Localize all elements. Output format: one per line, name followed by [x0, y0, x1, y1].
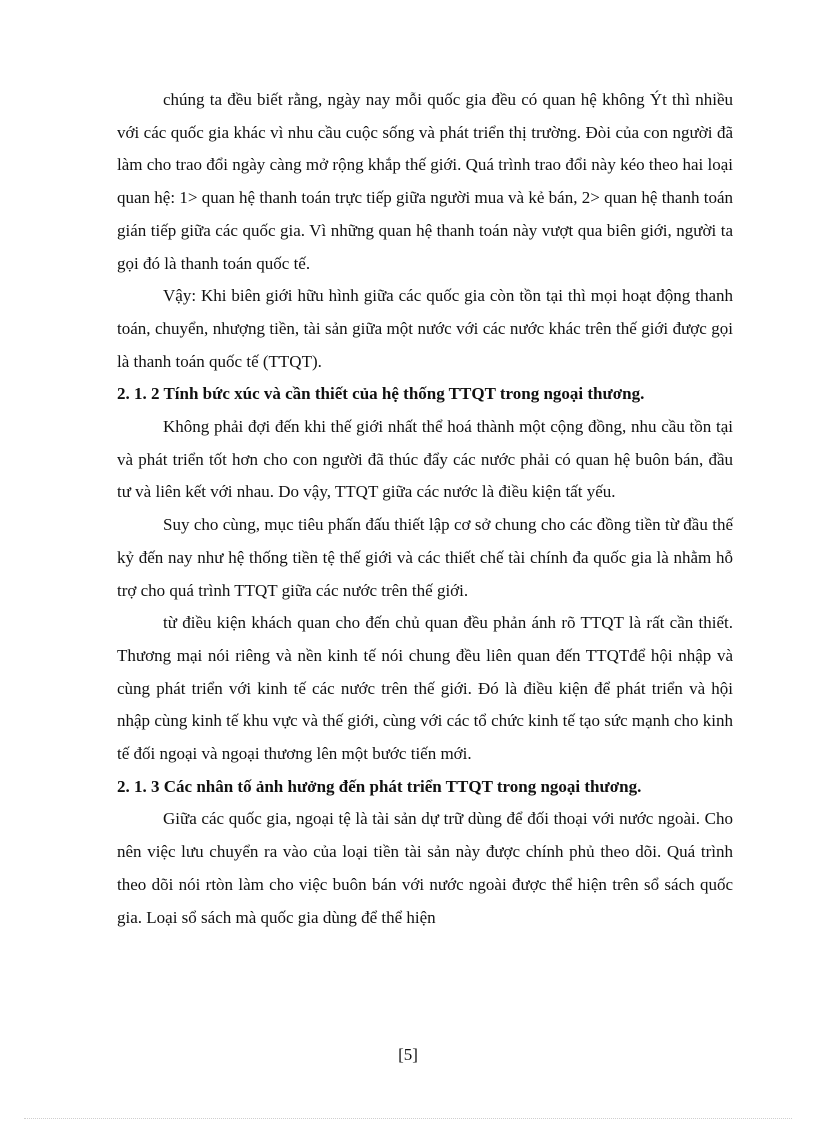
paragraph-factors: Giữa các quốc gia, ngoại tệ là tài sản dự trữ dùng để đối thoại với nước ngoài. Cho nên việc lưu chuyển ra vào của loại tiền tài sản này được chính phủ theo dõi. Quá trình theo dõi nói rtòn làm cho việc buôn bán với nước ngoài được thể hiện trên sổ sách quốc gia. Loại sổ sách mà quốc gia dùng để thể hiện: [117, 809, 733, 927]
footer-divider: [24, 1118, 792, 1119]
document-body: [117, 84, 733, 934]
paragraph-necessity: Không phải đợi đến khi thế giới nhất thể hoá thành một cộng đồng, nhu cầu tồn tại và phát triển tốt hơn cho con người đã thúc đẩy các nước phải có quan hệ buôn bán, đầu tư và liên kết với nhau. Do vậy, TTQT giữa các nước là điều kiện tất yếu.: [117, 417, 733, 502]
paragraph-objective: Suy cho cùng, mục tiêu phấn đấu thiết lập cơ sở chung cho các đồng tiền từ đầu thế kỷ đến nay như hệ thống tiền tệ thế giới và các thiết chế tài chính đa quốc gia là nhằm hỗ trợ cho quá trình TTQT giữa các nước trên thế giới.: [117, 515, 733, 600]
paragraph-intro: chúng ta đều biết rằng, ngày nay mỗi quốc gia đều có quan hệ không Ýt thì nhiều với các quốc gia khác vì nhu cầu cuộc sống và phát triển thị trường. Đòi của con người đã làm cho trao đổi ngày càng mở rộng khắp thế giới. Quá trình trao đổi này kéo theo hai loại quan hệ: 1> quan hệ thanh toán trực tiếp giữa người mua và kẻ bán, 2> quan hệ thanh toán gián tiếp giữa các quốc gia. Vì những quan hệ thanh toán này vượt qua biên giới, người ta gọi đó là thanh toán quốc tế.: [117, 90, 733, 273]
paragraph-definition: Vậy: Khi biên giới hữu hình giữa các quốc gia còn tồn tại thì mọi hoạt động thanh toán, chuyển, nhượng tiền, tài sản giữa một nước với các nước khác trên thế giới được gọi là thanh toán quốc tế (TTQT).: [117, 286, 733, 371]
page-number: [5]: [398, 1045, 418, 1064]
paragraph-conditions: từ điều kiện khách quan cho đến chủ quan đều phản ánh rõ TTQT là rất cần thiết. Thương mại nói riêng và nền kinh tế nói chung đều liên quan đến TTQTđể hội nhập và cùng phát triển với kinh tế các nước trên thế giới. Đó là điều kiện để phát triển và hội nhập cùng kinh tế khu vực và thế giới, cùng với các tổ chức kinh tế tạo sức mạnh cho kinh tế đối ngoại và ngoại thương lên một bước tiến mới.: [117, 613, 733, 764]
section-heading-2-1-3: 2. 1. 3 Các nhân tố ảnh hưởng đến phát triển TTQT trong ngoại thương.: [117, 776, 642, 796]
section-heading-2-1-2: 2. 1. 2 Tính bức xúc và cần thiết của hệ thống TTQT trong ngoại thương.: [117, 384, 645, 404]
